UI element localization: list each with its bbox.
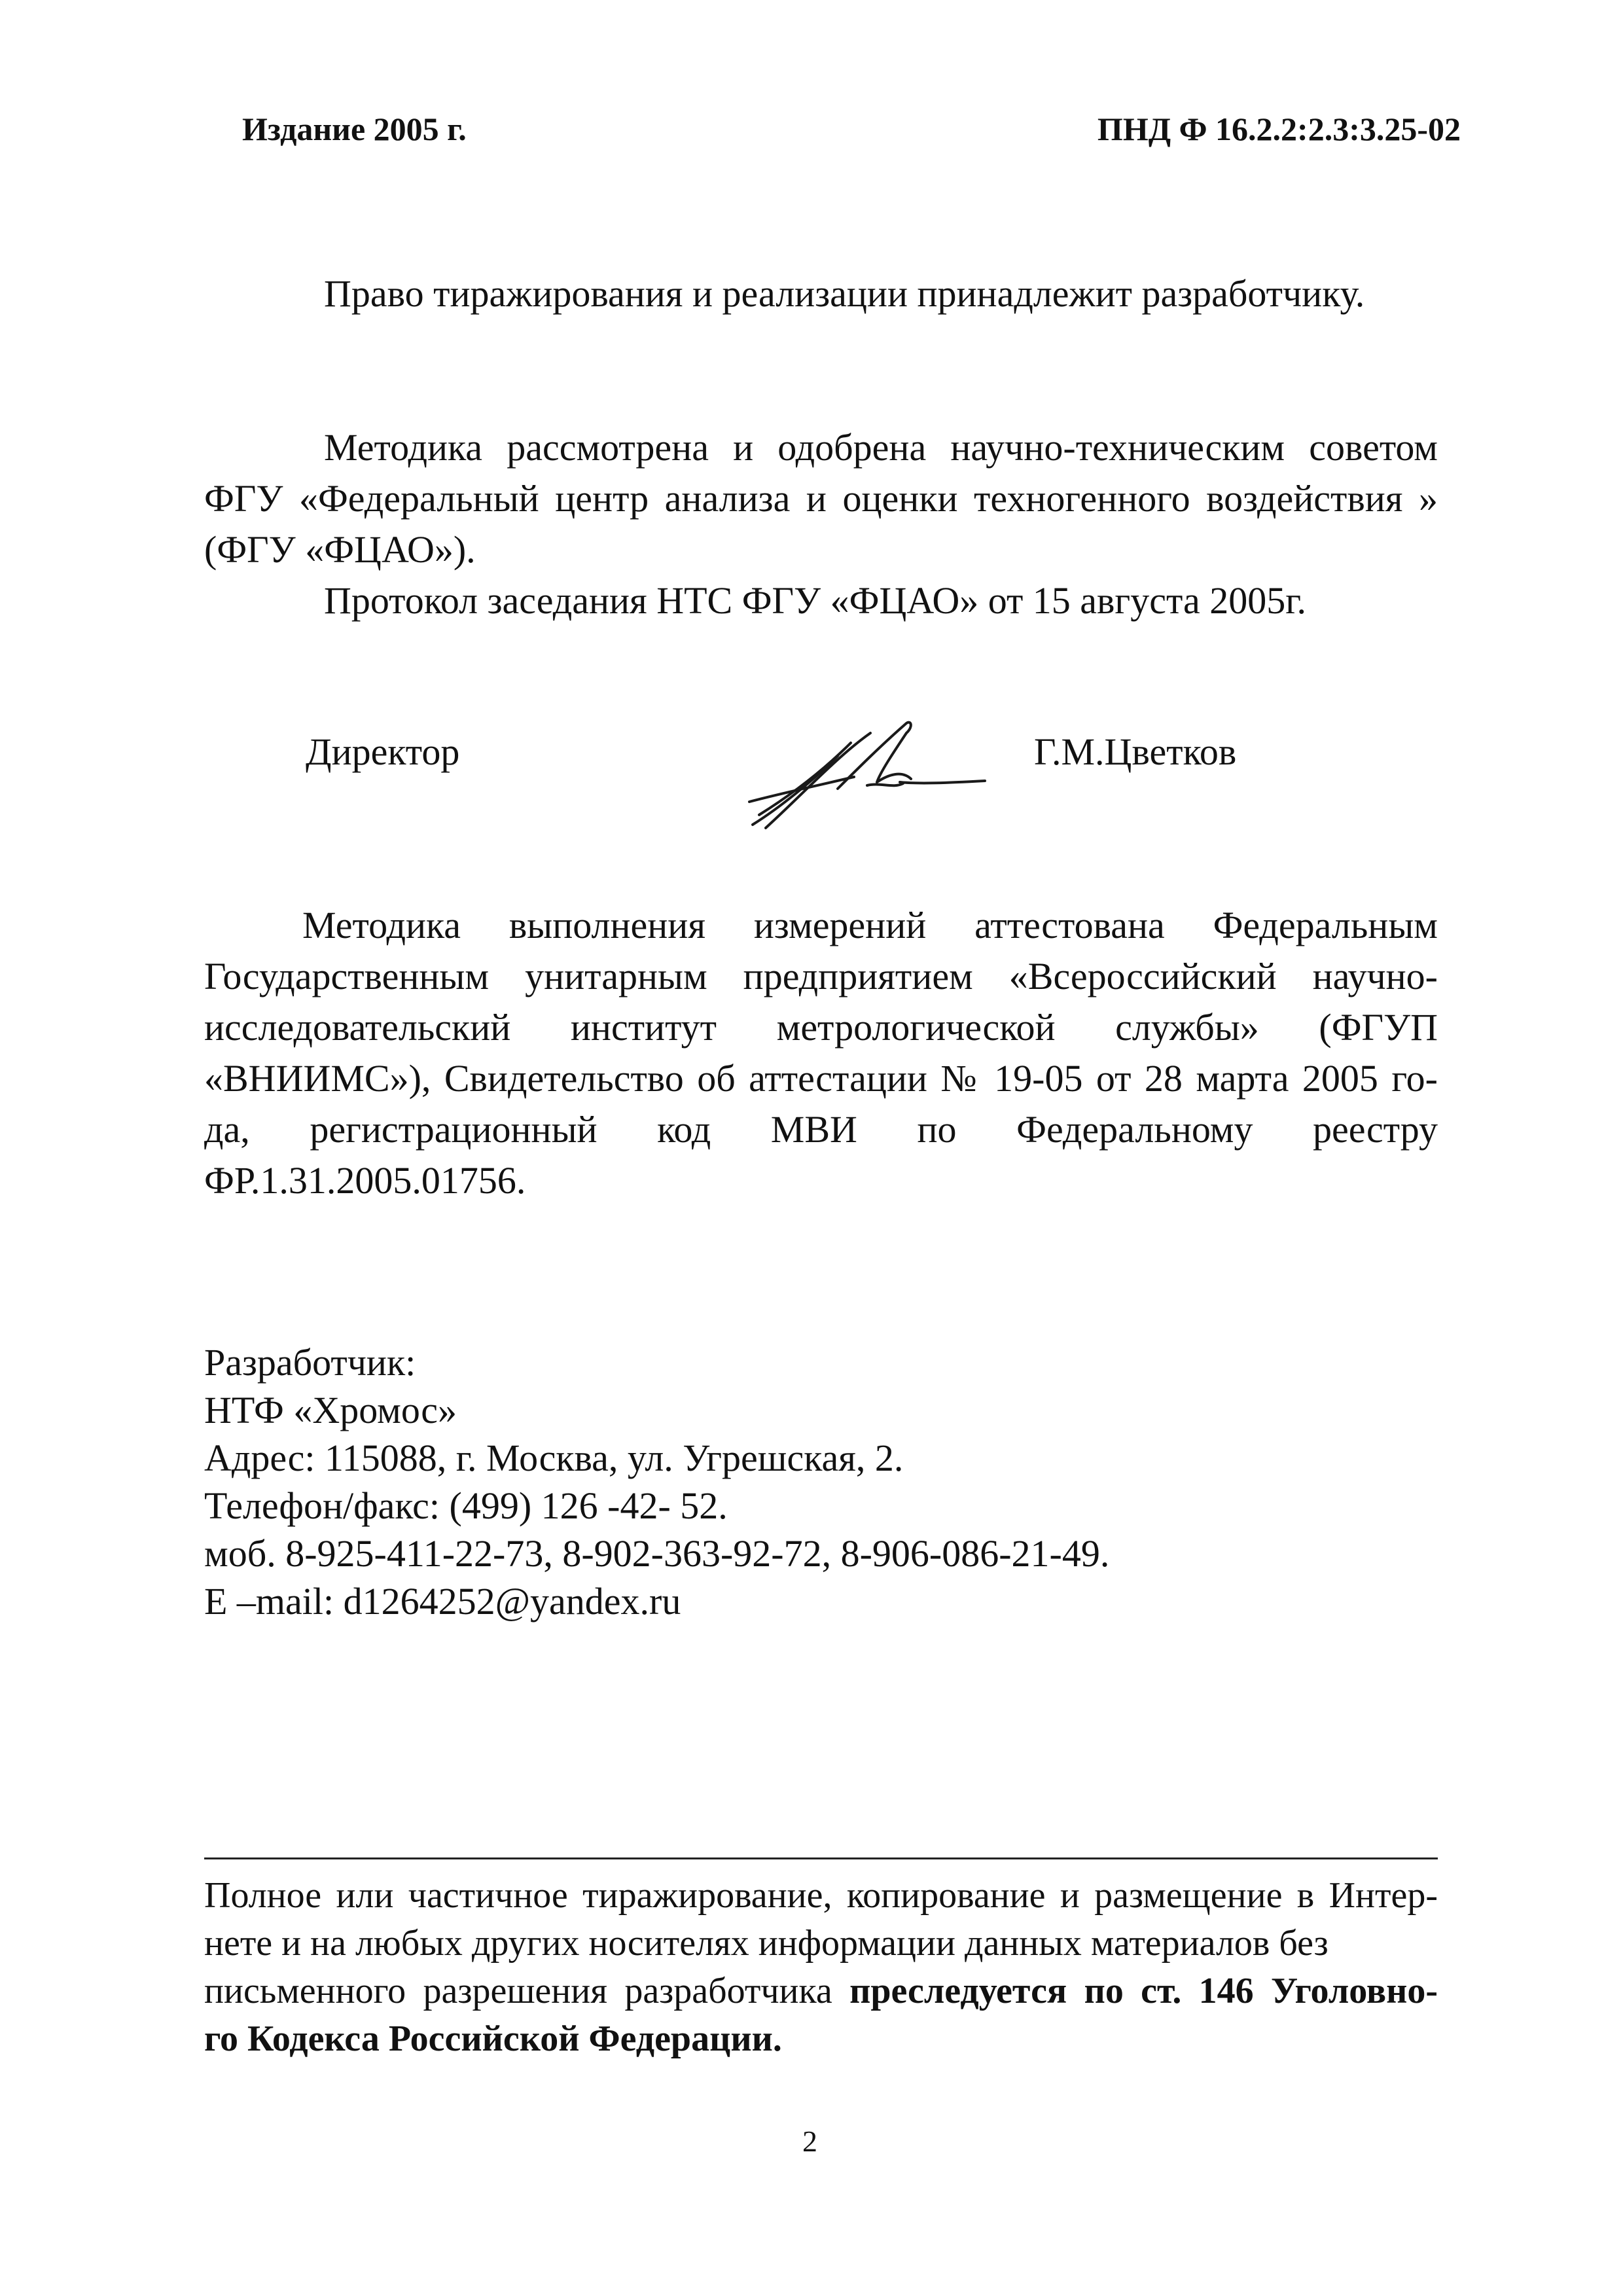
protocol-line: Протокол заседания НТС ФГУ «ФЦАО» от 15 августа 2005г.: [324, 579, 1307, 622]
certification-line: Методика выполнения измерений аттестована Федеральным: [302, 904, 1438, 946]
approval-block: [204, 422, 1438, 626]
certification-line: исследовательский институт метрологической службы» (ФГУП: [204, 1006, 1438, 1049]
approval-line: (ФГУ «ФЦАО»).: [204, 528, 476, 571]
rights-notice: Право тиражирования и реализации принадлежит разработчику.: [324, 272, 1365, 315]
certification-line: да, регистрационный код МВИ по Федеральному реестру: [204, 1108, 1438, 1151]
developer-phone: Телефон/факс: (499) 126 -42- 52.: [204, 1484, 728, 1527]
certification-line: ФР.1.31.2005.01756.: [204, 1159, 526, 1202]
director-signature: [740, 717, 991, 838]
certification-line: «ВНИИМС»), Свидетельство об аттестации № 19-05 от 28 марта 2005 го-: [204, 1057, 1438, 1100]
copyright-line: нете и на любых других носителях информации данных материалов без: [204, 1923, 1329, 1964]
developer-address: Адрес: 115088, г. Москва, ул. Угрешская, 2.: [204, 1437, 904, 1479]
footer-divider: [204, 1857, 1438, 1859]
certification-line: Государственным унитарным предприятием «Всероссийский научно-: [204, 955, 1438, 997]
developer-heading: Разработчик:: [204, 1341, 416, 1384]
page-number: 2: [802, 2125, 817, 2158]
edition-label: Издание 2005 г.: [242, 111, 467, 147]
developer-mobile: моб. 8-925-411-22-73, 8-902-363-92-72, 8-906-086-21-49.: [204, 1532, 1110, 1575]
copyright-warning: преследуется по ст. 146 Уголовно-: [849, 1971, 1438, 2011]
certification-block: [204, 900, 1438, 1206]
copyright-text: письменного разрешения разработчика: [204, 1971, 850, 2011]
copyright-line: Полное или частичное тиражирование, копирование и размещение в Интер-: [204, 1875, 1438, 1916]
document-code: ПНД Ф 16.2.2:2.3:3.25-02: [1097, 111, 1461, 147]
copyright-notice: [204, 1872, 1438, 2063]
director-label: Директор: [306, 730, 460, 773]
copyright-line: [204, 1967, 1438, 2015]
copyright-warning: го Кодекса Российской Федерации.: [204, 2018, 782, 2059]
approval-line: ФГУ «Федеральный центр анализа и оценки техногенного воздействия »: [204, 477, 1438, 520]
director-name: Г.М.Цветков: [1034, 730, 1237, 773]
developer-block: [204, 1338, 1109, 1625]
developer-email: E –mail: d1264252@yandex.ru: [204, 1580, 681, 1623]
approval-line: Методика рассмотрена и одобрена научно-техническим советом: [324, 426, 1438, 469]
developer-org: НТФ «Хромос»: [204, 1389, 457, 1431]
